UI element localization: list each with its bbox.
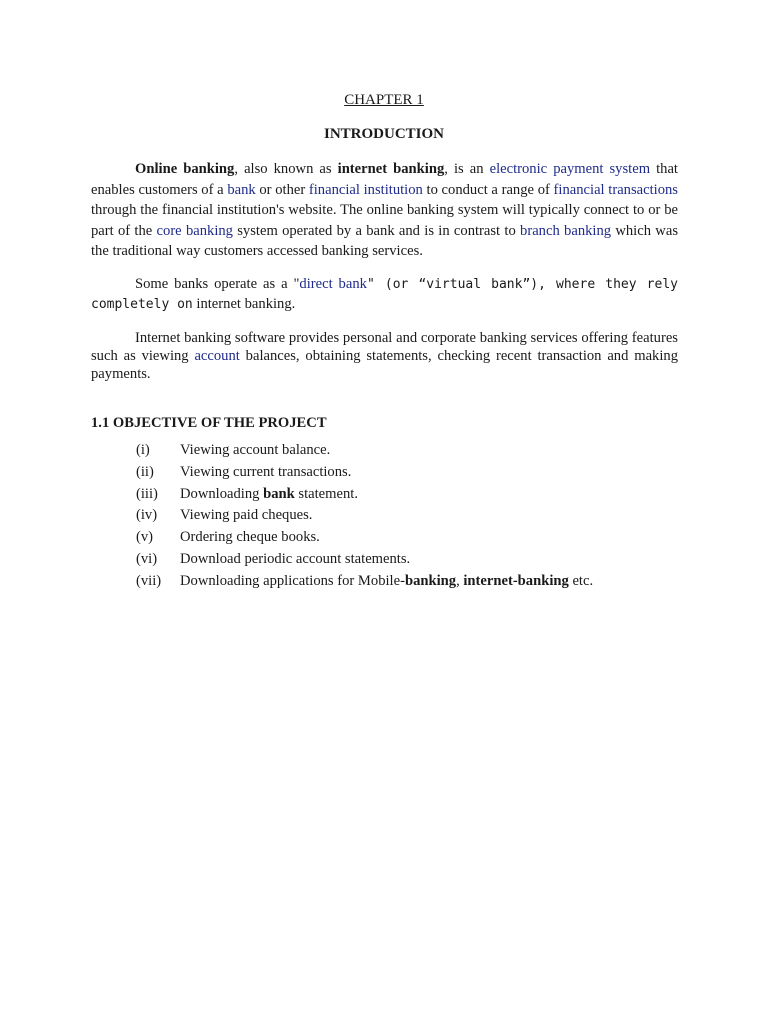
list-item [136,462,696,484]
list-number: (iv) [136,507,158,524]
chapter-title: INTRODUCTION [323,126,444,142]
text-run: Some banks operate as a " [135,276,300,292]
link-branch-banking[interactable]: branch banking [520,222,612,239]
text-run: Downloading applications for Mobile- [180,572,405,589]
section-heading-objective: 1.1 OBJECTIVE OF THE PROJECT [91,415,327,431]
text-run: , [456,572,464,589]
list-number: (v) [136,529,154,546]
link-account[interactable]: account [194,348,240,364]
text-run: " (or “virtual bank”), where they rely completely on [91,277,678,312]
list-text [180,571,696,593]
text-run: or other [255,181,309,198]
list-number: (ii) [136,463,154,480]
list-item [136,549,696,571]
text-run: , also known as [234,161,338,177]
list-item [136,527,696,549]
text-run: Internet banking software provides personal and corporate banking services offering features such as viewing [91,330,678,364]
link-financial-institution[interactable]: financial institution [308,181,423,198]
text-run: statement. [294,485,358,502]
text-run: through the financial institution's website. The online banking system will typically connect to or be part of the [91,202,678,239]
list-text: Download periodic account statements. [180,550,411,567]
text-run: to conduct a range of [422,181,554,198]
text-run: which was the traditional way customers accessed banking services. [91,222,678,259]
software-paragraph [91,329,678,383]
list-item [136,571,696,593]
term-internet-banking: internet banking [337,161,445,177]
list-number: (iii) [136,485,158,502]
text-run: Downloading [180,485,264,502]
list-text: Viewing paid cheques. [180,507,313,524]
text-run: system operated by a bank and is in contrast to [232,222,521,239]
text-run-bold: bank [263,485,295,502]
list-item [136,484,696,506]
list-text: Ordering cheque books. [180,529,320,546]
link-direct-bank[interactable]: direct bank [299,276,367,292]
link-core-banking[interactable]: core banking [156,222,233,239]
list-text: Viewing current transactions. [180,463,352,480]
text-run: balances, obtaining statements, checking recent transaction and making payments. [91,348,679,382]
text-run-bold: internet-banking [463,572,569,589]
term-online-banking: Online banking [135,161,235,177]
list-item [136,505,696,527]
list-number: (vi) [136,550,158,567]
text-run: internet banking. [192,295,296,312]
link-electronic-payment-system[interactable]: electronic payment system [489,161,651,177]
link-financial-transactions[interactable]: financial transactions [553,181,678,198]
list-number: (i) [136,442,150,458]
list-number: (vii) [136,572,162,589]
direct-bank-paragraph [91,275,678,314]
chapter-label: CHAPTER 1 [344,92,424,108]
text-run: , is an [444,161,490,177]
text-run: that enables customers of a [91,161,678,198]
text-run: etc. [568,572,594,589]
list-item [136,440,696,462]
link-bank[interactable]: bank [227,181,256,198]
list-text [180,484,696,506]
text-run-bold: banking [404,572,457,589]
list-text: Viewing account balance. [180,442,331,458]
intro-paragraph [91,159,678,262]
objective-list [136,440,696,593]
